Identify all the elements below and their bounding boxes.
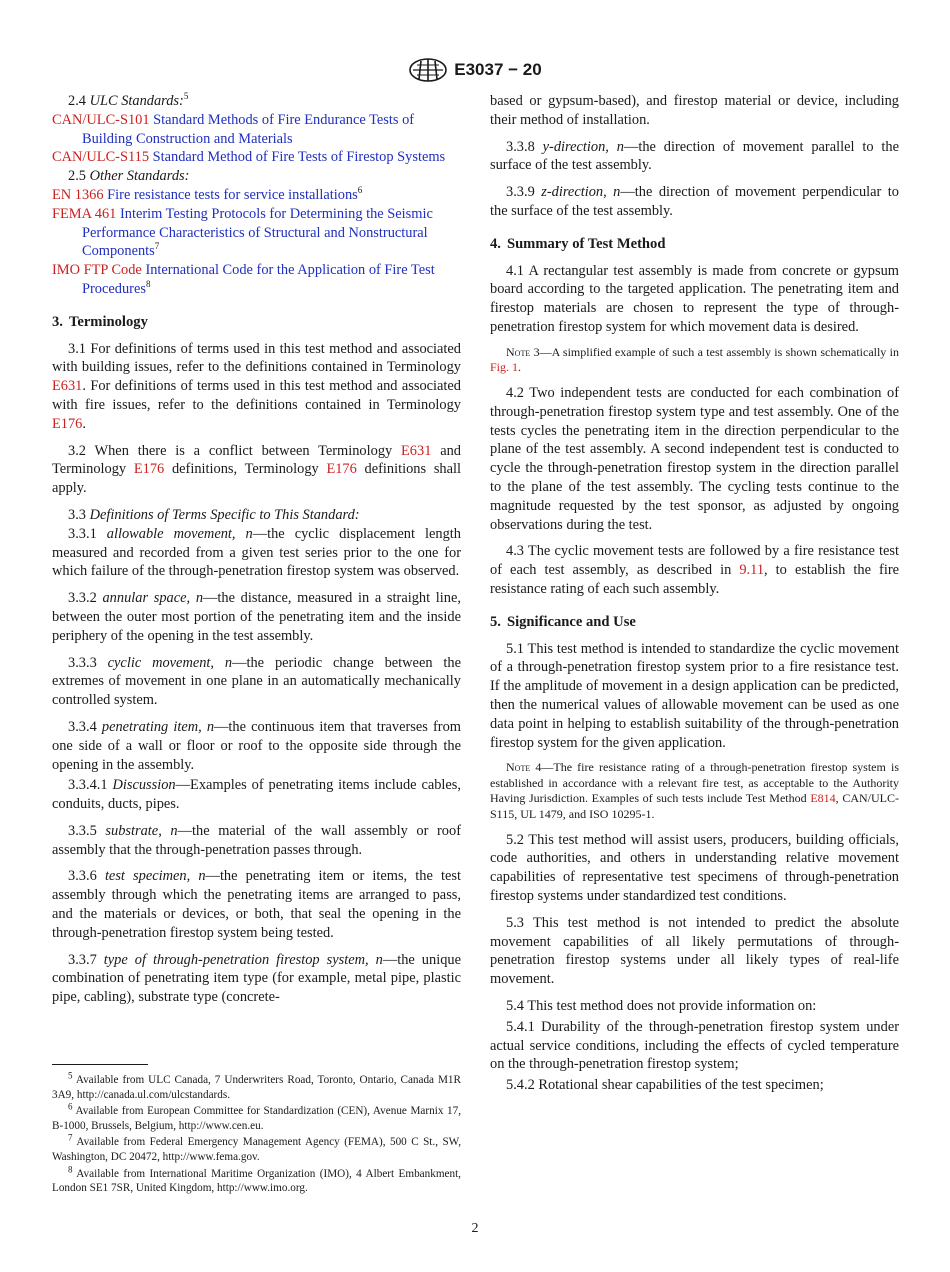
footnote-text: Available from International Maritime Organization (IMO), 4 Albert Embankment, London SE1 7SR, United Kingdom, http://www.imo.org. (52, 1167, 461, 1195)
reference-link[interactable]: E814 (810, 791, 836, 806)
reference-link[interactable]: E631 (401, 442, 432, 459)
reference-entry (52, 186, 461, 205)
note-text: . (518, 360, 522, 375)
footnotes (52, 1064, 461, 1198)
clause-number: 3.3.9 (506, 184, 535, 201)
paragraph-3-3 (52, 506, 461, 525)
definition-3-3-7 (52, 951, 461, 1007)
note-text: 4—The fire resistance rating of a through-penetration firestop system is established in accordance with a relevant fire test, as acceptable to the Authority Having Jurisdiction. Examples of such tests include Test Method (490, 760, 899, 806)
defined-term: z-direction, n (541, 184, 621, 201)
paragraph-5-2: 5.2 This test method will assist users, producers, building officials, code authorities, and others in understanding relative movement capabilities of representative test specimens of through-penetration firestop systems under standardized test conditions. (490, 831, 899, 905)
paragraph-4-1: 4.1 A rectangular test assembly is made from concrete or gypsum board according to the targeted application. The penetrating item and firestop materials are chosen to represent the type of through-penetration firestop system for which movement data is desired. (490, 262, 899, 335)
defined-term: substrate, n (105, 822, 178, 839)
reference-code-link[interactable]: CAN/ULC-S101 (52, 111, 150, 128)
footnote-marker: 8 (68, 1163, 73, 1174)
definition-3-3-6 (52, 867, 461, 942)
footnote-ref[interactable]: 5 (183, 91, 189, 102)
footnote-ref[interactable]: 8 (145, 279, 151, 290)
definition-text: —the penetrating item or items, the test assembly through which the penetrating items are arranged to pass, and the materials or devices, or both, that seal the opening in the through-penetration firestop system being tested. (52, 868, 461, 941)
footnote-ref[interactable]: 6 (357, 185, 363, 196)
paragraph-5-3: 5.3 This test method is not intended to predict the absolute movement capabilities of all likely permutations of through-penetration firestop systems under all likely types of real-life movement. (490, 914, 899, 988)
paragraph-3-2 (52, 442, 461, 498)
section-link[interactable]: 9.11 (739, 562, 765, 579)
definition-3-3-8 (490, 138, 899, 176)
clause-number: 3.3.2 (68, 590, 97, 607)
section-4-heading (490, 235, 899, 254)
reference-code-link[interactable]: FEMA 461 (52, 205, 117, 222)
defined-term: y-direction, n (542, 138, 624, 155)
reference-title-link[interactable]: Fire resistance tests for service installations (107, 186, 358, 203)
defined-term: cyclic movement, n (107, 654, 233, 671)
reference-title-link[interactable]: Standard Method of Fire Tests of Firestop Systems (152, 149, 446, 166)
clause-number: 3.3.4.1 (68, 777, 108, 794)
section-2-5-heading (52, 167, 461, 186)
clause-number: 3.3.7 (68, 951, 97, 968)
astm-logo-icon (408, 57, 448, 83)
definition-text: —the distance, measured in a straight line, between the outer most portion of the penetrating item and the inside periphery of the opening in the test assembly. (52, 590, 461, 644)
footnote-text: Available from Federal Emergency Management Agency (FEMA), 500 C St., SW, Washington, DC 20472, http://www.fema.gov. (52, 1136, 461, 1163)
note-text: , CAN/ULC-S115, UL 1479, and ISO 10295-1. (490, 791, 899, 822)
text: , to establish the fire resistance rating of each such assembly. (490, 562, 899, 597)
definition-text: —Examples of penetrating items include cables, conduits, ducts, pipes. (52, 777, 461, 813)
reference-title-link[interactable]: International Code for the Application of Fire Test Procedures (82, 262, 435, 297)
reference-title-link[interactable]: Interim Testing Protocols for Determining the Seismic Performance Characteristics of Structural and Nonstructural Components (82, 205, 433, 260)
footnote (52, 1163, 461, 1196)
definition-3-3-2 (52, 589, 461, 645)
definition-text: —the periodic change between the extremes of movement in one plane in an automatically mechanically controlled system. (52, 654, 461, 709)
clause-number: 3.3.3 (68, 654, 97, 671)
left-column (52, 92, 461, 1015)
section-2-4-heading (52, 92, 461, 111)
section-number: 2.5 (68, 168, 86, 185)
footnote-ref[interactable]: 7 (154, 241, 160, 252)
reference-code-link[interactable]: CAN/ULC-S115 (52, 149, 150, 166)
discussion-3-3-4-1 (52, 776, 461, 814)
defined-term: Discussion (112, 777, 176, 794)
clause-number: 3.3.8 (506, 138, 535, 155)
footnote (52, 1101, 461, 1133)
paragraph-5-4-1: 5.4.1 Durability of the through-penetration firestop system under actual service conditions, including the effects of cycled temperature on the through-penetration firestop system; (490, 1018, 899, 1073)
text: and Terminology (52, 442, 461, 478)
reference-entry (52, 261, 461, 299)
clause-number: 3.3.4 (68, 718, 97, 735)
page-header (0, 56, 950, 84)
text: 3.1 For definitions of terms used in this test method and associated with building issues, refer to the definitions contained in Terminology (52, 340, 461, 376)
reference-code-link[interactable]: EN 1366 (52, 186, 104, 203)
clause-title: Definitions of Terms Specific to This Standard: (89, 506, 360, 523)
clause-number: 3.3.6 (68, 868, 97, 885)
reference-link[interactable]: E176 (52, 415, 83, 432)
note-4 (490, 760, 899, 822)
footnote-text: Available from ULC Canada, 7 Underwriters Road, Toronto, Ontario, Canada M1R 3A9, http://canada.ul.com/ulcstandards. (52, 1074, 461, 1101)
footnote-divider (52, 1064, 148, 1065)
footnote-marker: 5 (68, 1070, 73, 1081)
reference-entry (52, 205, 461, 261)
note-text: 3—A simplified example of such a test assembly is shown schematically in (530, 344, 899, 359)
footnote (52, 1132, 461, 1164)
reference-code-link[interactable]: IMO FTP Code (52, 262, 142, 279)
right-column (490, 92, 899, 1103)
reference-link[interactable]: E176 (133, 461, 165, 478)
figure-link[interactable]: Fig. 1 (490, 360, 519, 375)
defined-term: type of through-penetration firestop system, n (103, 951, 383, 968)
text: . (82, 415, 86, 432)
definition-text: —the material of the wall assembly or roof assembly that the through-penetration passes through. (52, 822, 461, 858)
definition-3-3-1 (52, 525, 461, 581)
reference-title-link[interactable]: Standard Methods of Fire Endurance Tests of Building Construction and Materials (82, 111, 415, 147)
text: definitions shall apply. (52, 461, 461, 497)
defined-term: penetrating item, n (101, 718, 215, 735)
section-5-heading (490, 613, 899, 632)
section-title: Other Standards: (89, 168, 190, 185)
text: definitions, Terminology (164, 461, 327, 478)
definition-text: —the direction of movement parallel to the surface of the test assembly. (490, 138, 899, 174)
text: 4.3 The cyclic movement tests are followed by a fire resistance test of each test assembly, as described in (490, 543, 899, 579)
paragraph-3-1 (52, 340, 461, 434)
defined-term: annular space, n (102, 590, 204, 607)
definition-text: —the direction of movement perpendicular to the surface of the test assembly. (490, 184, 899, 219)
reference-entry (52, 148, 461, 167)
paragraph-5-4: 5.4 This test method does not provide information on: (506, 998, 817, 1015)
defined-term: test specimen, n (104, 868, 206, 885)
definition-3-3-3 (52, 654, 461, 710)
note-label: Note (506, 760, 531, 775)
footnote (52, 1070, 461, 1102)
footnote-text: Available from European Committee for Standardization (CEN), Avenue Marnix 17, B-1000, Brussels, Belgium, http://www.cen.eu. (52, 1105, 461, 1132)
defined-term: allowable movement, n (106, 525, 253, 542)
footnote-marker: 7 (68, 1132, 73, 1143)
reference-link[interactable]: E631 (52, 378, 83, 395)
note-3 (490, 345, 899, 376)
text: . For definitions of terms used in this test method and associated with fire issues, refer to the definitions contained in Terminology (52, 378, 461, 413)
reference-entry (52, 111, 461, 149)
definition-text: —the continuous item that traverses from one side of a wall or floor or roof to the opposite side through the opening in the assembly. (52, 718, 461, 773)
paragraph-4-2: 4.2 Two independent tests are conducted for each combination of through-penetration firestop system type and test assembly. One of the tests cycles the penetrating item in the direction perpendicular to the plane of the test assembly. A second independent test is conducted to cycle the through-penetration firestop system in the direction parallel to the plane of the test assembly. The cycling tests continue to the magnitude requested by the test sponsor, as adjusted by ongoing observations during the test. (490, 384, 899, 533)
footnote-marker: 6 (68, 1101, 73, 1112)
clause-number: 3.3 (68, 506, 86, 523)
definition-3-3-5 (52, 822, 461, 860)
heading-title: Summary of Test Method (506, 235, 666, 252)
heading-title: Terminology (68, 313, 148, 330)
section-3-heading (52, 313, 461, 332)
clause-number: 3.3.1 (68, 525, 97, 542)
definition-continuation: based or gypsum-based), and firestop material or device, including their method of installation. (490, 93, 899, 128)
heading-number: 4. (490, 235, 501, 252)
paragraph-5-4-2: 5.4.2 Rotational shear capabilities of the test specimen; (506, 1077, 824, 1094)
clause-number: 3.3.5 (68, 822, 97, 839)
definition-3-3-9 (490, 183, 899, 221)
reference-link[interactable]: E176 (326, 461, 357, 478)
section-title: ULC Standards: (89, 93, 184, 109)
section-number: 2.4 (68, 93, 86, 109)
page-number: 2 (471, 1221, 479, 1236)
paragraph-4-3 (490, 542, 899, 598)
document-id: E3037 − 20 (454, 60, 542, 79)
text: 3.2 When there is a conflict between Terminology (68, 442, 402, 459)
heading-title: Significance and Use (506, 613, 636, 630)
definition-text: —the cyclic displacement length measured and recorded from a given test series prior to the one for which failure of the through-penetration firestop system was observed. (52, 525, 461, 580)
paragraph-5-1: 5.1 This test method is intended to standardize the cyclic movement of a through-penetration firestop system prior to a fire resistance test. If the amplitude of movement in a design application can be predicted, then the numerical values of allowable movement can be used as one data point in helping to establish suitability of the through-penetration firestop system for the given application. (490, 640, 899, 751)
note-label: Note (506, 344, 531, 359)
definition-3-3-4 (52, 718, 461, 774)
definition-text: —the unique combination of penetrating item type (for example, metal pipe, plastic pipe, cabling), substrate type (concrete- (52, 951, 461, 1006)
heading-number: 3. (52, 313, 63, 330)
heading-number: 5. (490, 613, 501, 630)
